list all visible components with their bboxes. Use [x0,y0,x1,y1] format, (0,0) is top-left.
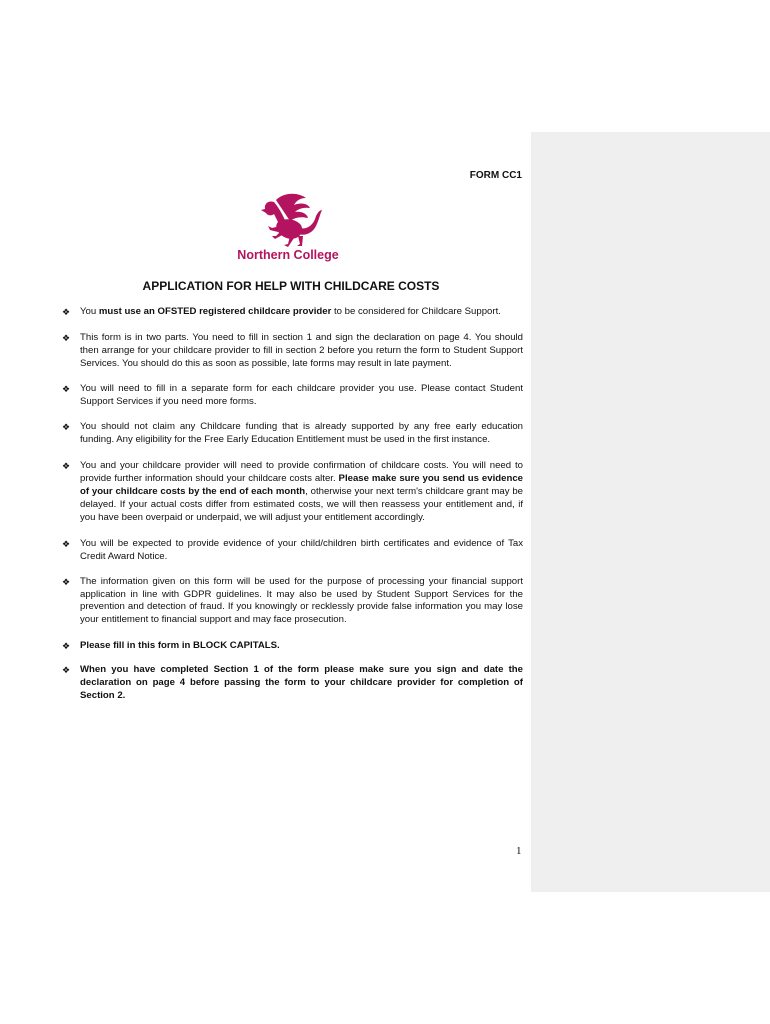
bullet-diamond-icon: ❖ [62,332,71,343]
logo-wordmark: Northern College [237,248,339,262]
instruction-text: You will be expected to provide evidence of your child/children birth certificates and evidence of Tax Credit Award Notice. [80,537,523,562]
instruction-text: You should not claim any Childcare funding that is already supported by any free early education funding. Any eligibility for the Free Early Education Entitlement must be used in the first instance. [80,421,523,446]
instruction-item [62,640,523,653]
instruction-text: You will need to fill in a separate form for each childcare provider you use. Please contact Student Support Services if you need more forms. [80,382,523,407]
instruction-item [62,576,523,628]
instruction-item [62,664,523,703]
instruction-item [62,421,523,447]
dragon-emblem-icon [228,192,348,248]
comment-pane [531,132,770,892]
instruction-item [62,306,523,319]
instruction-item [62,383,523,409]
instruction-item [62,538,523,564]
instructions-list [62,306,523,703]
instruction-text: , otherwise your next term's childcare grant may be delayed. If your actual costs differ from estimated costs, we will then reassess your entitlement and, if you have been overpaid or underpaid, we will adjust your entitlement accordingly. [80,486,523,523]
instruction-text: to be considered for Childcare Support. [331,306,501,317]
page-title: APPLICATION FOR HELP WITH CHILDCARE COSTS [142,279,440,293]
bullet-diamond-icon: ❖ [62,665,71,676]
bullet-diamond-icon: ❖ [62,576,71,587]
bullet-diamond-icon: ❖ [62,422,71,433]
form-code: FORM CC1 [469,170,522,181]
instruction-text-bold: must use an OFSTED registered childcare provider [98,306,332,317]
bullet-diamond-icon: ❖ [62,461,71,472]
instruction-text: This form is in two parts. You need to fill in section 1 and sign the declaration on page 4. You should then arrange for your childcare provider to fill in section 2 before you return the form to Student Support Services. You should do this as soon as possible, late forms may result in late payment. [80,331,523,369]
bullet-diamond-icon: ❖ [62,538,71,549]
instruction-item [62,460,523,525]
instruction-text-bold: When you have completed Section 1 of the form please make sure you sign and date the declaration on page 4 before passing the form to your childcare provider for completion of Section 2. [80,664,523,701]
bullet-diamond-icon: ❖ [62,383,71,394]
instruction-text: The information given on this form will be used for the purpose of processing your financial support application in line with GDPR guidelines. It may also be used by Student Support Services for the prevention and detection of fraud. If you knowingly or recklessly provide false information you may lose your entitlement to financial support and may face prosecution. [80,575,523,626]
instruction-text: You and your childcare provider will need to provide confirmation of childcare costs. You will need to provide further information should your childcare costs alter. [80,460,523,485]
instruction-text: You [80,306,99,317]
instruction-text-bold: Please fill in this form in BLOCK CAPITALS. [80,640,280,652]
bullet-diamond-icon: ❖ [62,641,71,652]
instruction-item [62,332,523,371]
college-logo [228,192,348,268]
page-number: 1 [516,845,522,857]
bullet-diamond-icon: ❖ [62,307,71,317]
instruction-text-bold: Please make sure you send us evidence of your childcare costs by the end of each month [80,473,523,498]
